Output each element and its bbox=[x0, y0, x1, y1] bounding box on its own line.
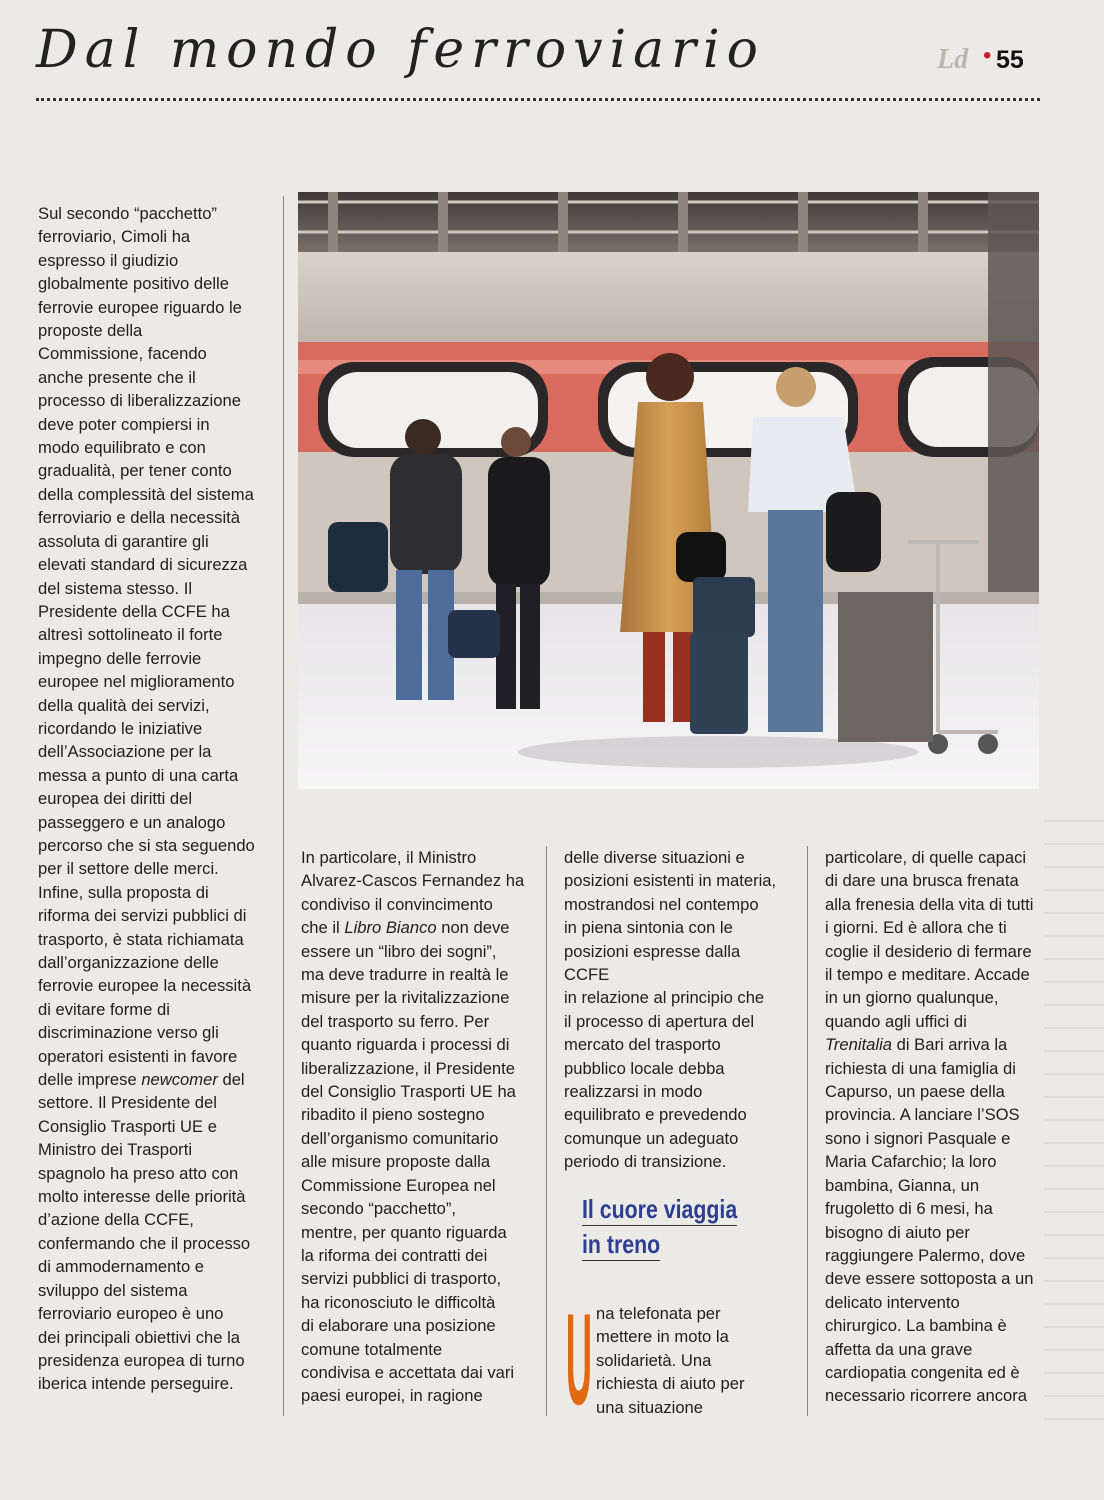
article-2-intro bbox=[596, 1302, 781, 1419]
article-subheading bbox=[582, 1192, 746, 1262]
page-number: 55 bbox=[996, 46, 1024, 74]
magazine-logo: Ld bbox=[937, 44, 969, 75]
column-divider bbox=[546, 846, 547, 1416]
body-text: non deve essere un “libro dei sogni”, ma deve tradurre in realtà le misure per la rivitalizzazione del trasporto su ferro. Per quanto riguarda i processi di liberalizzazione, il Presidente del Consiglio Trasporti UE ha ribadito il pieno sostegno dell’organismo comunitario alle misure proposte dalla Commissione Europea nel secondo “pacchetto”, mentre, per quanto riguarda la riforma dei contratti dei servizi pubblici di trasporto, ha riconosciuto le difficoltà di elaborare una posizione comune totalmente condivisa e accettata dai vari paesi europei, in ragione bbox=[301, 918, 516, 1406]
page-edge-bleed bbox=[1044, 820, 1104, 1420]
column-divider bbox=[283, 196, 284, 1416]
article-column-2 bbox=[301, 846, 526, 1408]
article-column-1 bbox=[38, 202, 273, 1396]
italic-term: newcomer bbox=[141, 1070, 218, 1090]
section-title: Dal mondo ferroviario bbox=[36, 20, 765, 80]
body-text: di Bari arriva la richiesta di una famiglia di Capurso, un paese della provincia. A lanciare l’SOS sono i signori Pasquale e Maria Cafarchio; la loro bambina, Gianna, un frugoletto di 6 mesi, ha bisogno di aiuto per raggiungere Palermo, dove deve essere sottoposta a un delicato intervento chirurgico. La bambina è affetta da una grave cardiopatia congenita ed è necessario ricorrere ancora bbox=[825, 1035, 1034, 1406]
body-text: Sul secondo “pacchetto” ferroviario, Cimoli ha espresso il giudizio globalmente positivo delle ferrovie europee riguardo le proposte della Commissione, facendo anche presente che il processo di liberalizzazione deve poter compiersi in modo equilibrato e con gradualità, per tener conto della complessità del sistema ferroviario e della necessità assoluta di garantire gli elevati standard di sicurezza del sistema stesso. Il Presidente della CCFE ha altresì sottolineato il forte impegno delle ferrovie europee nel miglioramento della qualità dei servizi, ricordando le iniziative dell’Associazione per la messa a punto di una carta europea dei diritti del passeggero e un analogo percorso che si sta seguendo per il settore delle merci. Infine, sulla proposta di riforma dei servizi pubblici di trasporto, è stata richiamata dall’organizzazione delle ferrovie europee la necessità di evitare forme di discriminazione verso gli operatori esistenti in favore delle imprese bbox=[38, 204, 255, 1090]
header-bullet: • bbox=[983, 42, 992, 69]
subheading-line: in treno bbox=[582, 1229, 661, 1259]
body-text: In particolare, il Ministro Alvarez-Cascos Fernandez ha condiviso il convincimento che il bbox=[301, 848, 525, 938]
article-column-3 bbox=[564, 846, 786, 1174]
italic-term: Libro Bianco bbox=[344, 918, 437, 938]
article-column-4 bbox=[825, 846, 1050, 1408]
body-text: del settore. Il Presidente del Consiglio Trasporti UE e Ministro dei Trasporti spagnolo ha preso atto con molto interesse delle priorità d’azione della CCFE, confermando che il processo di ammodernamento e sviluppo del sistema ferroviario europeo è uno dei principali obiettivi che la presidenza europea di turno iberica intende perseguire. bbox=[38, 1070, 251, 1394]
body-text: na telefonata per mettere in moto la solidarietà. Una richiesta di aiuto per una situazione bbox=[596, 1304, 745, 1417]
body-text: particolare, di quelle capaci di dare una brusca frenata alla frenesia della vita di tutti i giorni. Ed è allora che ti coglie il desiderio di fermare il tempo e meditare. Accade in un giorno qualunque, quando agli uffici di bbox=[825, 848, 1034, 1031]
header-dotted-rule bbox=[36, 98, 1040, 101]
photo-illustration bbox=[298, 192, 1039, 789]
drop-cap-letter: U bbox=[565, 1286, 592, 1432]
subheading-line: Il cuore viaggia bbox=[582, 1194, 738, 1224]
drop-cap bbox=[565, 1286, 592, 1432]
body-text: delle diverse situazioni e posizioni esistenti in materia, mostrandosi nel contempo in piena sintonia con le posizioni espresse dalla CCFE in relazione al principio che il processo di apertura del mercato del trasporto pubblico locale debba realizzarsi in modo equilibrato e prevedendo comunque un adeguato periodo di transizione. bbox=[564, 848, 777, 1172]
train-platform-photo bbox=[298, 192, 1039, 789]
italic-term: Trenitalia bbox=[825, 1035, 893, 1055]
column-divider bbox=[807, 846, 808, 1416]
